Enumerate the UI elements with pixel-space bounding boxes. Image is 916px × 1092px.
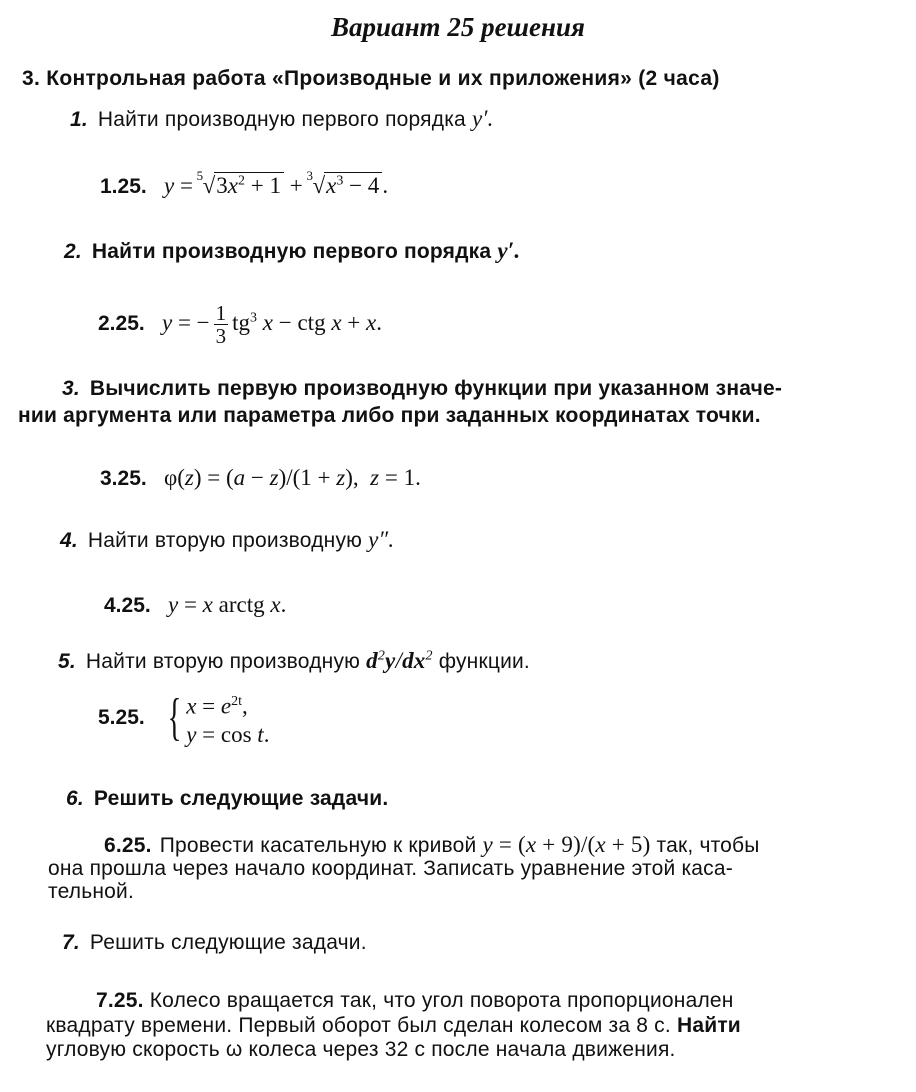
system-brace: {	[167, 689, 182, 747]
problem-5-number: 5.25.	[98, 706, 145, 730]
task-2-number: 2.	[64, 240, 82, 263]
problem-7-line-2	[46, 1014, 741, 1038]
problem-3-number: 3.25.	[100, 467, 147, 490]
problem-7-text-2b: Найти	[676, 1014, 741, 1037]
task-7-number: 7.	[62, 931, 80, 954]
problem-7-text-3: угловую скорость ω колеса через 32 с после начала движения.	[46, 1038, 676, 1061]
task-5-text: Найти вторую производную	[85, 650, 361, 673]
task-5-number: 5.	[58, 650, 76, 673]
problem-1-formula: y = 5 $√3x^2 + 1$ + 3 $√x^3 - 4$ .	[163, 168, 389, 198]
task-6	[66, 787, 388, 811]
problem-3	[100, 465, 421, 491]
problem-1	[100, 168, 389, 199]
problem-7-number: 7.25.	[96, 989, 144, 1012]
problem-6-text-1b: так, чтобы	[656, 834, 760, 857]
task-1-text: Найти производную первого порядка	[97, 108, 466, 131]
problem-7-text-1: Колесо вращается так, что угол поворота пропорционален	[149, 989, 734, 1012]
problem-2-number: 2.25.	[98, 311, 145, 335]
problem-6-text-1a: Провести касательную к кривой	[159, 834, 477, 857]
problem-4-number: 4.25.	[104, 594, 151, 617]
task-3-number: 3.	[62, 377, 80, 400]
problem-7-text-2a: квадрату времени. Первый оборот был сделан колесом за 8 с.	[46, 1014, 671, 1037]
problem-4	[104, 592, 286, 618]
task-6-number: 6.	[66, 787, 84, 810]
task-3-text-2: нии аргумента или параметра либо при заданных координатах точки.	[18, 404, 761, 427]
task-7	[62, 931, 367, 955]
task-1-number: 1.	[70, 108, 88, 131]
problem-6-text-3: тельной.	[48, 880, 134, 903]
task-3-text-1: Вычислить первую производную функции при указанном значе-	[89, 377, 783, 400]
problem-6-number: 6.25.	[104, 834, 152, 857]
problem-1-number: 1.25.	[100, 175, 147, 198]
problem-2	[98, 302, 382, 347]
task-7-text: Решить следующие задачи.	[89, 931, 367, 954]
task-4-number: 4.	[60, 529, 78, 552]
problem-5	[98, 688, 269, 749]
problem-6-line-1	[104, 832, 760, 858]
task-2-text: Найти производную первого порядка	[91, 240, 492, 263]
task-5-text-after: функции.	[438, 650, 530, 673]
task-4	[60, 527, 394, 553]
problem-6-formula: y = (x + 9)/(x + 5)	[482, 832, 651, 857]
task-3-line-1	[62, 377, 782, 401]
problem-4-formula: y = x arctg x.	[167, 592, 287, 617]
problem-2-formula: y = − $\frac{1}{3}$ $tg^3$ x − ctg x + x.	[161, 301, 382, 348]
task-4-symbol: y″.	[368, 527, 395, 552]
task-1-symbol: y′.	[471, 106, 494, 131]
problem-5-system: $x = e^{2t}$, y = cos t.	[186, 693, 270, 747]
task-5-symbol: $d^2y/dx^2$	[366, 648, 433, 673]
problem-7-line-1	[96, 989, 734, 1013]
task-5	[58, 648, 530, 674]
problem-3-formula: φ(z) = (a − z)/(1 + z), z = 1.	[163, 465, 421, 490]
task-4-text: Найти вторую производную	[87, 529, 363, 552]
task-2	[64, 238, 520, 264]
task-2-symbol: y′.	[497, 238, 521, 263]
section-header: 3. Контрольная работа «Производные и их приложения» (2 часа)	[22, 67, 720, 90]
problem-6-text-2: она прошла через начало координат. Записать уравнение этой каса-	[48, 857, 733, 880]
task-1	[70, 106, 494, 132]
page-title: Вариант 25 решения	[331, 12, 585, 42]
task-6-text: Решить следующие задачи.	[93, 787, 389, 810]
